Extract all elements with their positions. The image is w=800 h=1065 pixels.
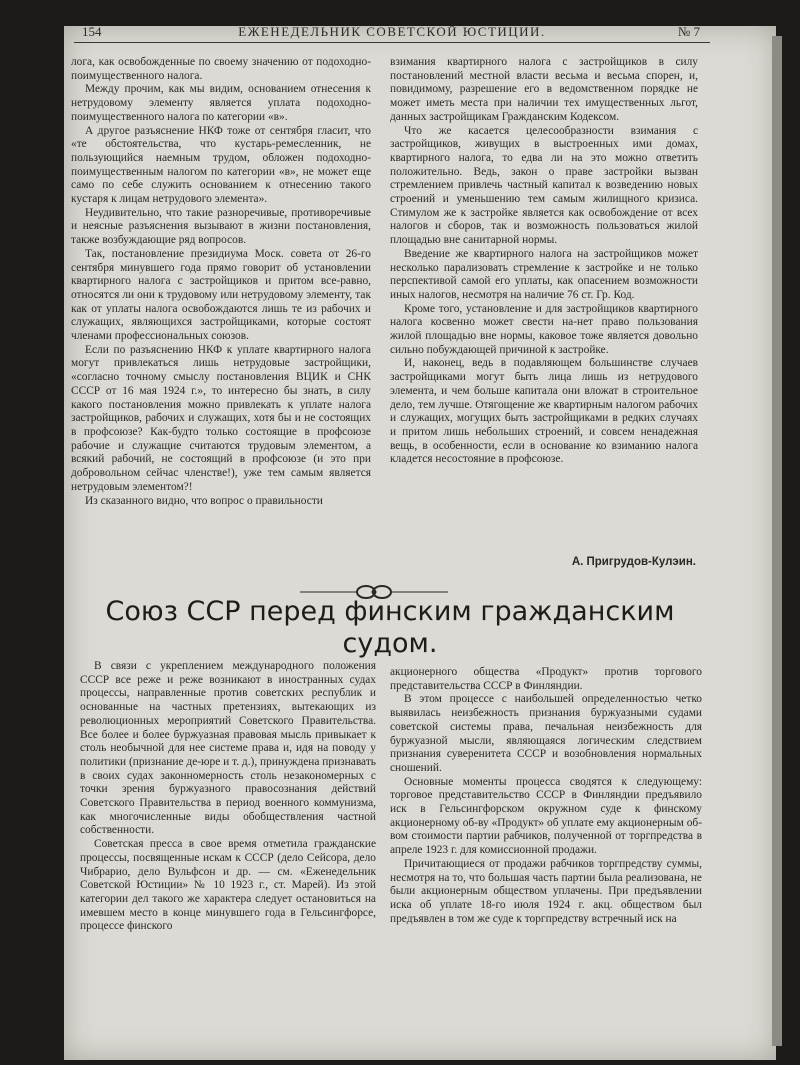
paragraph: Кроме того, установление и для застройщиков квартирного налога косвенно может свести на-нет право пользования жилой площадью вне нормы, каковое тоже является довольно сильно побуждающей причиной к застройке.: [390, 302, 698, 356]
paragraph: И, наконец, ведь в подавляющем большинстве случаев застройщиками могут быть лица лишь из нетрудового элемента, и чем больше капитала они вложат в строительное дело, тем лучше. Отягощение же квартирным налогом рабочих и служащих, могущих быть застройщиками в редких случаях и притом лишь небольших строений, и совсем ненадежная вещь, в особенности, если в основание ко взиманию налога кладется несостояние в профсоюзе.: [390, 357, 698, 466]
paragraph: В связи с укреплением международного положения СССР все реже и реже возникают в иностранных судах процессы, направленные против советских республик и основанные на частных претензиях, вытекающих из революционных мероприятий Советского Правительства. Все более и более буржуазная правовая мысль привыкает к столь необычной для нее системе права и, идя на поводу у политики (признание де-юре и т. д.), принуждена признавать в своих судах законномерность столь незакономерных с точки зрения буржуазного правосознания действий Советского Правительства в период военного коммунизма, как многочисленные виды обобществления частной собственности.: [80, 660, 376, 837]
paragraph: акционерного общества «Продукт» против торгового представительства СССР в Финляндии.: [390, 666, 702, 692]
article2-left-column: [80, 660, 376, 1000]
paragraph: Причитающиеся от продажи рабчиков торгпредству суммы, несмотря на то, что большая часть партии была реализована, не были акционерным обществом уплачены. При предъявлении иска об уплате 18-го июля 1924 г. акц. обществом был предъявлен в том же суде к торгпредству встречный иск на: [390, 857, 702, 925]
issue-number: № 7: [677, 24, 700, 39]
page-edge: [772, 36, 782, 1046]
paragraph: взимания квартирного налога с застройщиков в силу постановлений местной власти весьма и весьма спорен, и, повидимому, разрешение его в ведомственном порядке не может иметь места при наличии тех имущественных льгот, данных застройщикам Гражданским Кодексом.: [390, 56, 698, 123]
paragraph: Основные моменты процесса сводятся к следующему: торговое представительство СССР в Финляндии предъявило иск в Гельсингфорском окружном суде к финскому акционерному об-ву «Продукт» об уплате ему акционерным об-вом стоимости партии рабчиков, полученной от торгпредства в апреле 1923 г. для комиссионной продажи.: [390, 775, 702, 857]
paragraph: А другое разъяснение НКФ тоже от сентября гласит, что «те обстоятельства, что кустарь-ремесленник, не пользующийся наемным трудом, обложен подоходно-поимущественным налогом по категории «в», не может еще само по себе служить основанием к отнесению такого кустаря к лицам нетрудового элемента».: [71, 124, 371, 206]
journal-title: ЕЖЕНЕДЕЛЬНИК СОВЕТСКОЙ ЮСТИЦИИ.: [238, 24, 546, 39]
article1-right-column: [390, 56, 698, 536]
article1-left-column: [71, 56, 371, 576]
paragraph: Введение же квартирного налога на застройщиков может несколько парализовать стремление к застройке и не только перспективой самой его уплаты, как опасением возможности иных налогов, несмотря на наличие 76 ст. Гр. Код.: [390, 247, 698, 301]
paragraph: Между прочим, как мы видим, основанием отнесения к нетрудовому элементу является уплата подоходно-поимущественного налога по категории «в».: [71, 83, 371, 123]
paragraph: Что же касается целесообразности взимания с застройщиков, живущих в выстроенных ими домах, квартирного налога, то едва ли на это можно ответить положительно. Ведь, закон о праве застройки вызван стремлением привлечь частный капитал к возведению новых строений и уменьшению тем самым жилищного кризиса. Стимулом же к застройке является как освобождение от всех налогов и сборов, так и возможность пользоваться жилой площадью вне санитарной нормы.: [390, 124, 698, 247]
paragraph: Советская пресса в свое время отметила гражданские процессы, посвященные искам к СССР (дело Сейсора, дело Чибрарио, дело Вульфсон и др. — см. «Еженедельник Советской Юстиции» № 10 1923 г., ст. Марей). Из этой категории дел такого же характера следует остановиться на имевшем место в конце минувшего года в Гельсингфорсе, процессе финского: [80, 838, 376, 933]
paragraph: В этом процессе с наибольшей определенностью четко выявилась неизбежность признания буржуазными судами советской системы права, печальная неизбежность для буржуазной мысли, являющаяся логическим следствием признания суверенитета СССР и возобновления нормальных сношений.: [390, 693, 702, 774]
page-number: 154: [82, 24, 102, 39]
paragraph: Неудивительно, что такие разноречивые, противоречивые и неясные разъяснения вызывают в жизни постановления, также возбуждающие ряд вопросов.: [71, 206, 371, 247]
article-headline: Союз ССР перед финским гражданским судом.: [105, 596, 675, 659]
paragraph: лога, как освобожденные по своему значению от подоходно-поимущественного налога.: [71, 56, 371, 82]
paragraph: Так, постановление президиума Моск. совета от 26-го сентября минувшего года прямо говорит об установлении квартирного налога с застройщиков и притом все-равно, относятся ли они к трудовому или нетрудовому элементу, так как от уплаты налога освобождаются лишь те из рабочих и служащих, являющихся застройщиками, которые состоят членами профессиональных союзов.: [71, 247, 371, 343]
article2-right-column: [390, 666, 702, 1006]
paragraph: Если по разъяснению НКФ к уплате квартирного налога могут привлекаться лишь нетрудовые застройщики, «согласно точному смыслу постановления ВЦИК и СНК СССР от 16 мая 1924 г.», то интересно бы знать, в силу какого постановления можно привлекать к уплате налога застройщиков, рабочих и служащих, хотя бы и не состоящих в профсоюзе? Как-будто только состоящие в профсоюзе рабочие и служащие считаются трудовым элементом, а всякий рабочий, не состоящий в профсоюзе (и это при добровольном сейчас членстве!), уже тем самым является нетрудовым элементом?!: [71, 343, 371, 493]
running-header: [74, 20, 710, 43]
author-signature: А. Пригрудов-Кулэин.: [571, 556, 696, 568]
paragraph: Из сказанного видно, что вопрос о правильности: [85, 494, 323, 507]
